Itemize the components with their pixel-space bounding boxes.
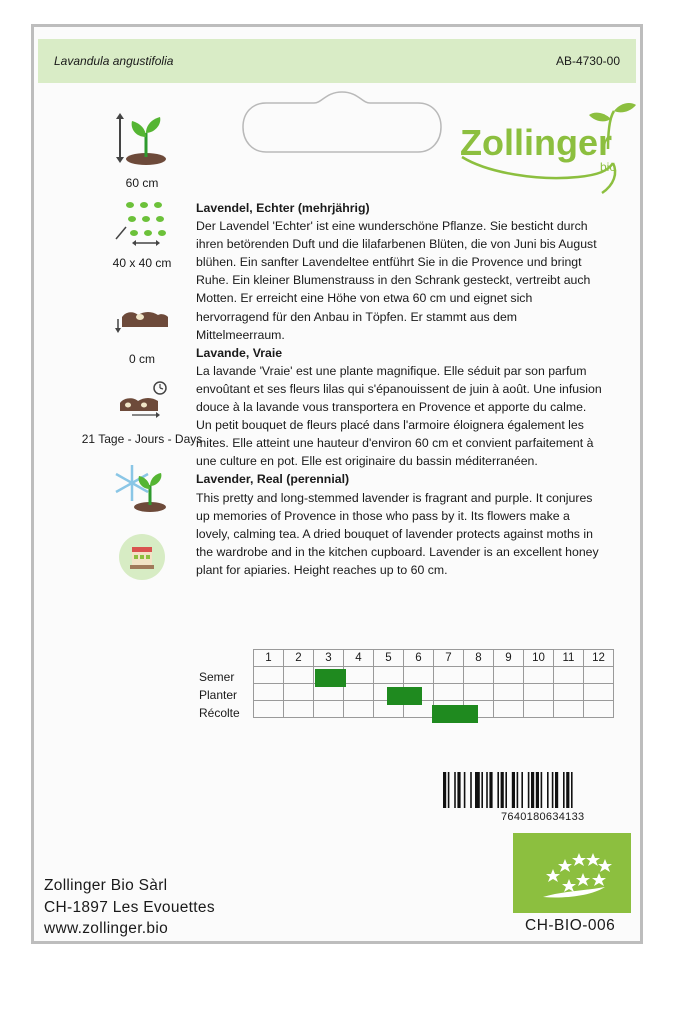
description-heading-de: Lavendel, Echter (mehrjährig) [196,201,370,215]
calendar-cell [344,667,374,684]
calendar-cell [284,667,314,684]
calendar-cell [494,667,524,684]
row-label-sow: Semer [199,670,235,684]
calendar-cell [554,684,584,701]
organic-cert-code: CH-BIO-006 [525,917,616,934]
calendar-month-2: 2 [284,650,314,667]
calendar-month-3: 3 [314,650,344,667]
calendar-month-5: 5 [374,650,404,667]
eu-organic-logo-icon [513,833,631,913]
calendar-cell [584,701,614,718]
calendar-cell [344,684,374,701]
row-label-harvest: Récolte [199,706,240,720]
description-text-de: Der Lavendel 'Echter' ist eine wunderschöne Pflanze. Sie besticht durch ihren betörenden Duft und die lilafarbenen Blüten, die von Juni bis August blühen. Ein sanfter Lavendeltee entführt Sie in die Provence und bringt Ruhe. Ein kleiner Blumenstrauss in den Schrank gesteckt, vertreibt auch Motten. Er erreicht eine Höhe von etwa 60 cm und eignet sich hervorragend für den Anbau in Töpfen. Er stammt aus dem Mittelmeerraum. [196,219,597,342]
brand-name: Zollinger [460,122,612,163]
calendar-month-9: 9 [494,650,524,667]
frost-hardy-info [72,461,212,518]
calendar-cell [494,701,524,718]
calendar-cell [434,684,464,701]
calendar-cell [554,667,584,684]
calendar-cell [404,667,434,684]
height-label: 60 cm [125,176,159,190]
description [196,199,602,579]
sowing-depth-icon [112,297,172,337]
company-name: Zollinger Bio Sàrl [44,877,168,894]
calendar-cell [464,667,494,684]
germination-info [72,379,212,446]
calendar-cell [464,684,494,701]
header-bar [38,39,636,83]
description-heading-fr: Lavande, Vraie [196,345,283,360]
hanger-hook-outline [242,91,442,153]
calendar-cell [254,667,284,684]
calendar-cell [524,667,554,684]
spacing-label: 40 x 40 cm [112,256,172,270]
article-code: AB-4730-00 [555,54,620,68]
calendar-cell [434,667,464,684]
calendar-cell [254,701,284,718]
description-text-fr: La lavande 'Vraie' est une plante magnifique. Elle séduit par son parfum envoûtant et ses fleurs lilas qui s'épanouissent de juin à août. Une infusion douce à la lavande vous transportera en Provence et apporte du calme. Un petit bouquet de fleurs placé dans l'armoire éloignera également les mites. Elle atteint une hauteur d'environ 60 cm et convient parfaitement à une culture en pot. Elle est originaire du bassin méditerranéen. [196,363,602,469]
depth-info [72,297,212,366]
company-address [44,875,215,940]
barcode-number: 7640180634133 [501,811,585,823]
calendar-month-7: 7 [434,650,464,667]
calendar-cell [494,684,524,701]
spacing-icon [112,199,172,247]
depth-label: 0 cm [128,352,155,366]
brand-suffix: bio [600,160,617,174]
calendar-bar-1 [387,687,422,705]
spacing-info [72,199,212,270]
calendar-cell [584,684,614,701]
calendar-bar-2 [432,705,478,723]
calendar-cell [284,684,314,701]
calendar-cell [284,701,314,718]
calendar-cell [254,684,284,701]
calendar-month-4: 4 [344,650,374,667]
seed-packet-back [31,24,643,944]
calendar-month-11: 11 [554,650,584,667]
calendar-month-12: 12 [584,650,614,667]
calendar-month-1: 1 [254,650,284,667]
latin-name: Lavandula angustifolia [54,54,174,68]
zollinger-logo [458,99,638,204]
germination-label: 21 Tage - Jours - Days [81,432,203,446]
calendar-row-labels [199,668,240,722]
calendar-bar-0 [315,669,346,687]
calendar-cell [524,701,554,718]
calendar-cell [524,684,554,701]
description-heading-en: Lavender, Real (perennial) [196,472,350,487]
calendar-cell [554,701,584,718]
barcode [443,772,623,808]
calendar-cell [314,701,344,718]
frost-hardy-icon [112,461,172,513]
seed-badge-info [72,533,212,586]
calendar-month-8: 8 [464,650,494,667]
calendar-row [254,684,614,701]
row-label-plant: Planter [199,688,238,702]
calendar-cell [584,667,614,684]
height-info [72,111,212,190]
calendar-month-6: 6 [404,650,434,667]
calendar-cell [374,667,404,684]
calendar-month-10: 10 [524,650,554,667]
germination-icon [112,379,172,419]
calendar-row [254,667,614,684]
plant-height-icon [112,111,172,167]
seed-badge-icon [118,533,166,581]
description-text-en: This pretty and long-stemmed lavender is fragrant and purple. It conjures up memories of Provence in those who pass by it. Its flowers make a lovely, calming tea. A dried bouquet of lavender protects against moths in the wardrobe and in the kitchen cupboard. Lavender is an excellent honey plant for apiaries. Height reaches up to 60 cm. [196,490,599,577]
company-location: CH-1897 Les Evouettes [44,898,215,916]
company-website[interactable]: www.zollinger.bio [44,920,168,937]
calendar-cell [344,701,374,718]
